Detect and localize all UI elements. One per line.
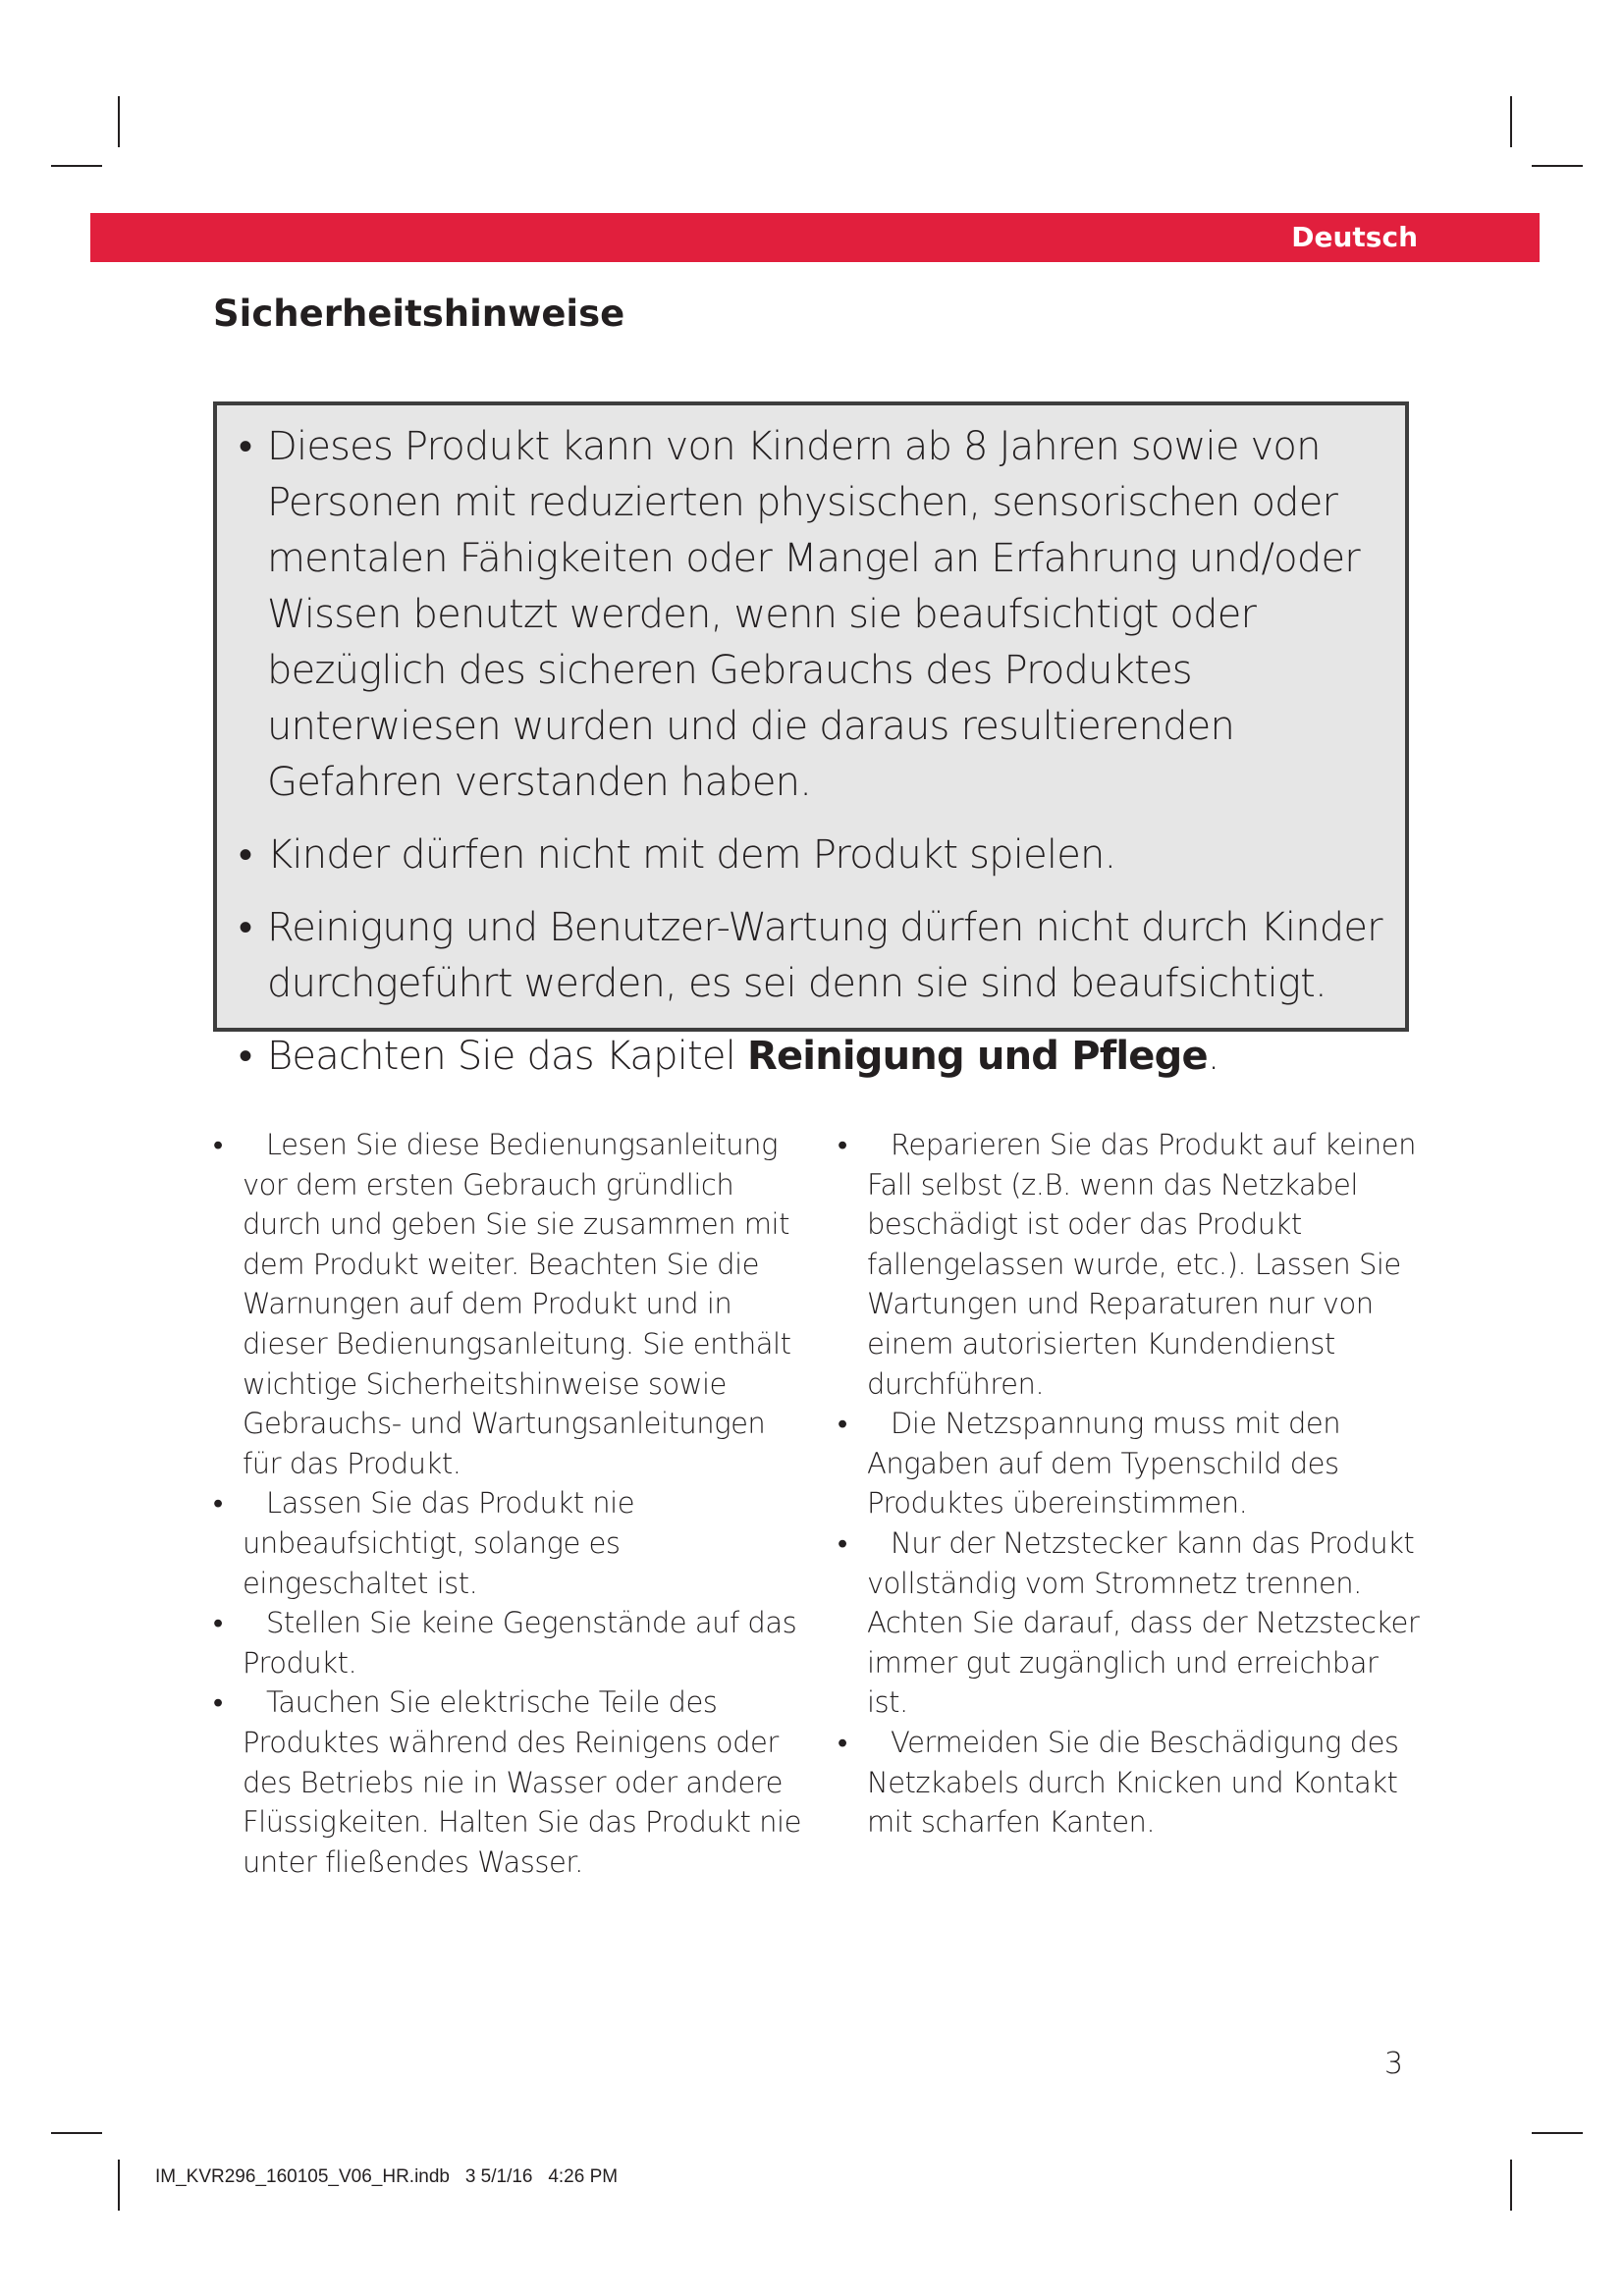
list-item [838, 1523, 1427, 1723]
list-item [213, 1603, 802, 1682]
crop-mark-bottom-left-h [51, 2132, 102, 2134]
warning-list [239, 419, 1391, 1085]
page-number: 3 [1384, 2047, 1404, 2081]
list-item [213, 1483, 802, 1603]
crop-mark-bottom-right-v [1510, 2160, 1512, 2211]
list-item-text: Nur der Netzstecker kann das Produkt vollständig vom Stromnetz trennen. Achten Sie darauf, dass der Netzstecker immer gut zugänglich und erreichbar ist. [867, 1525, 1420, 1720]
language-label: Deutsch [1291, 221, 1418, 253]
chapter-reference: Reinigung und Pflege [746, 1034, 1208, 1079]
list-item-text: Tauchen Sie elektrische Teile des Produktes während des Reinigens oder des Betriebs nie in Wasser oder andere Flüssigkeiten. Halten Sie das Produkt nie unter fließendes Wasser. [243, 1685, 801, 1879]
warning-item: • Dieses Produkt kann von Kindern ab 8 Jahren sowie von Personen mit reduzierten physischen, sensorischen oder mentalen Fähigkeiten oder Mangel an Erfahrung und/oder Wissen benutzt werden, wenn sie beaufsichtigt oder bezüglich des sicheren Gebrauchs des Produktes unterwiesen wurden und die daraus resultierenden Gefahren verstanden haben. [239, 419, 1391, 811]
print-slug: IM_KVR296_160105_V06_HR.indb 3 5/1/16 4:26 PM [155, 2166, 619, 2187]
warning-item-suffix: . [1207, 1034, 1219, 1079]
crop-mark-top-right-v [1510, 96, 1512, 147]
list-item-text: Die Netzspannung muss mit den Angaben auf dem Typenschild des Produktes übereinstimmen. [867, 1407, 1341, 1521]
list-item-text: Lassen Sie das Produkt nie unbeaufsichtigt, solange es eingeschaltet ist. [243, 1486, 635, 1600]
warning-item [239, 1029, 1391, 1085]
list-item-text: Vermeiden Sie die Beschädigung des Netzkabels durch Knicken und Kontakt mit scharfen Kanten. [867, 1725, 1399, 1840]
warning-item: • Reinigung und Benutzer-Wartung dürfen nicht durch Kinder durchgeführt werden, es sei denn sie sind beaufsichtigt. [239, 900, 1391, 1012]
list-item [213, 1125, 802, 1483]
safety-column-right [838, 1125, 1427, 1842]
safety-column-left [213, 1125, 802, 1882]
crop-mark-bottom-left-v [118, 2160, 120, 2211]
warning-box [213, 401, 1409, 1079]
warning-item-text: Beachten Sie das Kapitel [267, 1034, 747, 1079]
safety-list-right [838, 1125, 1427, 1842]
crop-mark-top-left-h [51, 165, 102, 167]
list-item-text: Lesen Sie diese Bedienungsanleitung vor dem ersten Gebrauch gründlich durch und geben Sie sie zusammen mit dem Produkt weiter. Beachten Sie die Warnungen auf dem Produkt und in dieser Bedienungsanleitung. Sie enthält wichtige Sicherheitshinweise sowie Gebrauchs- und Wartungsanleitungen für das Produkt. [243, 1128, 791, 1480]
crop-mark-bottom-right-h [1532, 2132, 1583, 2134]
warning-item: • Kinder dürfen nicht mit dem Produkt spielen. [239, 828, 1391, 883]
safety-list-left [213, 1125, 802, 1882]
list-item-text: Reparieren Sie das Produkt auf keinen Fall selbst (z.B. wenn das Netzkabel beschädigt ist oder das Produkt fallengelassen wurde, etc.). Lassen Sie Wartungen und Reparaturen nur von einem autorisierten Kundendienst durchführen. [867, 1128, 1416, 1401]
language-header-bar [90, 213, 1540, 262]
list-item [838, 1723, 1427, 1842]
crop-mark-top-left-v [118, 96, 120, 147]
list-item [213, 1682, 802, 1882]
list-item [838, 1404, 1427, 1523]
crop-mark-top-right-h [1532, 165, 1583, 167]
list-item-text: Stellen Sie keine Gegenstände auf das Produkt. [243, 1606, 797, 1680]
page-title: Sicherheitshinweise [213, 293, 625, 335]
list-item [838, 1125, 1427, 1404]
